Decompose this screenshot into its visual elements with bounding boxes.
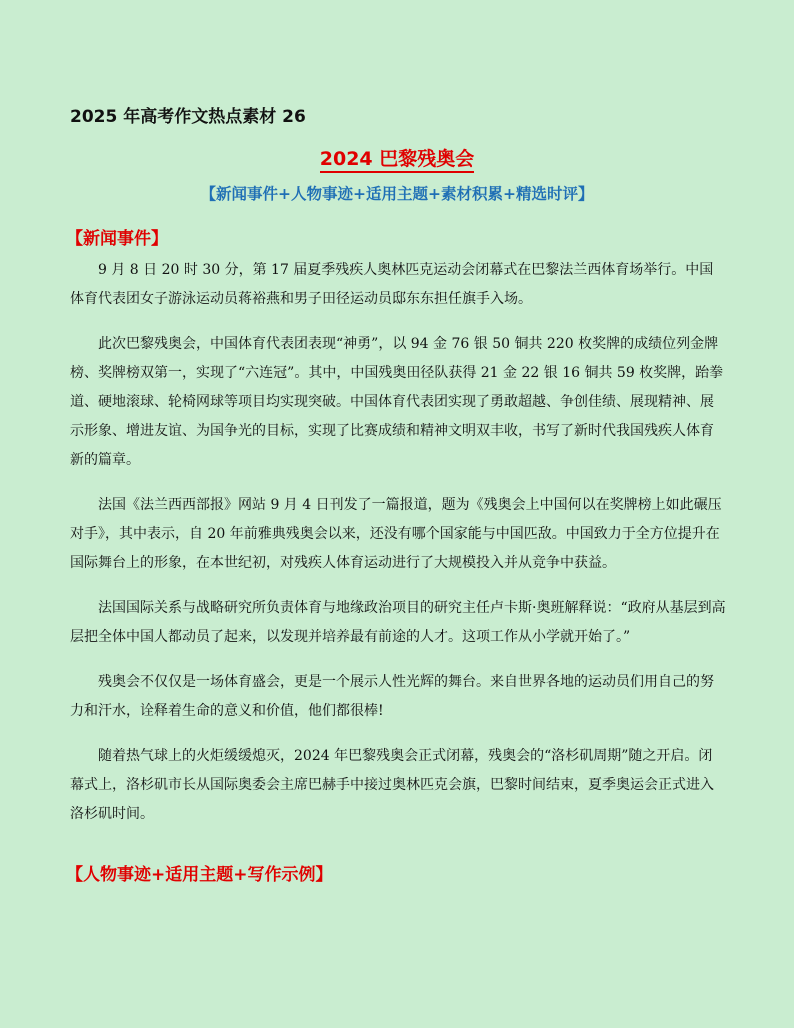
paragraph-expert-comment: 法国国际关系与战略研究所负责体育与地缘政治项目的研究主任卢卡斯·奥班解释说：“政府从基层到高层把全体中国人都动员了起来，以发现并培养最有前途的人才。这项工作从小学就开始了。” bbox=[70, 600, 726, 645]
news-content bbox=[70, 256, 726, 845]
section-heading-news: 【新闻事件】 bbox=[66, 229, 168, 249]
paragraph-la-cycle: 随着热气球上的火炬缓缓熄灭，2024 年巴黎残奥会正式闭幕，残奥会的“洛杉矶周期”随之开启。闭幕式上，洛杉矶市长从国际奥委会主席巴赫手中接过奥林匹克会旗，巴黎时间结束，夏季奥运会正式进入洛杉矶时间。 bbox=[70, 748, 714, 822]
paragraph-medal-results: 此次巴黎残奥会，中国体育代表团表现“神勇”，以 94 金 76 银 50 铜共 220 枚奖牌的成绩位列金牌榜、奖牌榜双第一，实现了“六连冠”。其中，中国残奥田径队获得 21 金 22 银 16 铜共 59 枚奖牌，跆拳道、硬地滚球、轮椅网球等项目均实现突破。中国体育代表团实现了勇敢超越、争创佳绩、展现精神、展示形象、增进友谊、为国争光的目标，实现了比赛成绩和精神文明双丰收，书写了新时代我国残疾人体育新的篇章。 bbox=[70, 336, 724, 468]
paragraph-french-report: 法国《法兰西西部报》网站 9 月 4 日刊发了一篇报道，题为《残奥会上中国何以在奖牌榜上如此碾压对手》，其中表示，自 20 年前雅典残奥会以来，还没有哪个国家能与中国匹敌。中国致力于全方位提升在国际舞台上的形象，在本世纪初，对残疾人体育运动进行了大规模投入并从竞争中获益。 bbox=[70, 497, 722, 571]
paragraph-closing-ceremony: 9 月 8 日 20 时 30 分，第 17 届夏季残疾人奥林匹克运动会闭幕式在巴黎法兰西体育场举行。中国体育代表团女子游泳运动员蒋裕燕和男子田径运动员邸东东担任旗手入场。 bbox=[70, 262, 714, 307]
section-heading-people: 【人物事迹+适用主题+写作示例】 bbox=[66, 865, 333, 885]
main-title-text: 2024 巴黎残奥会 bbox=[320, 148, 475, 173]
paragraph-humanity: 残奥会不仅仅是一场体育盛会，更是一个展示人性光辉的舞台。来自世界各地的运动员们用自己的努力和汗水，诠释着生命的意义和价值，他们都很棒! bbox=[70, 674, 714, 719]
main-title bbox=[0, 144, 794, 171]
document-label: 2025 年高考作文热点素材 26 bbox=[70, 107, 306, 127]
subtitle: 【新闻事件+人物事迹+适用主题+素材积累+精选时评】 bbox=[200, 184, 594, 203]
